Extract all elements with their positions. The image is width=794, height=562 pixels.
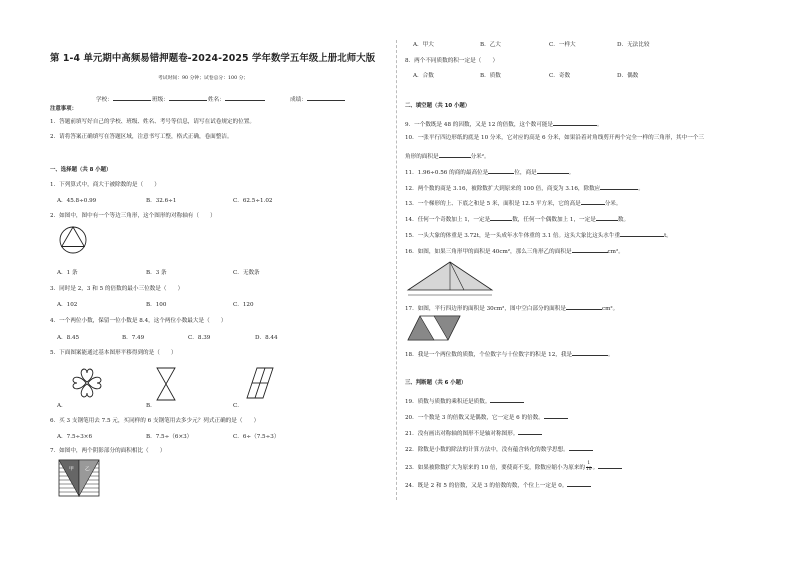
q5-option-a[interactable]: A． [57, 403, 67, 409]
q7-option-a[interactable]: A．甲大 [413, 42, 434, 48]
q15-answer-blank[interactable] [620, 230, 664, 237]
class-field[interactable]: 班级： [152, 94, 207, 104]
q10-line2: 角形的面积是 分米²。 [405, 151, 490, 161]
q11-blank-1[interactable] [488, 167, 514, 174]
q21: 21．没有画出对称轴的图形不是轴对称图形。 [405, 428, 542, 438]
notes-heading: 注意事项： [50, 106, 77, 112]
page-title: 第 1-4 单元期中高频易错押题卷-2024-2025 学年数学五年级上册北师大版 [50, 53, 376, 64]
q11: 11．1.96÷0.56 的商的最高位是 位，商是 。 [405, 167, 574, 177]
heart-flower-figure [70, 366, 104, 400]
q16-answer-blank[interactable] [572, 246, 608, 253]
q6-option-c[interactable]: C．6÷（7.5÷3） [233, 434, 280, 440]
q2-stem: 2．如图中，图中有一个等边三角形，这个图形的对称轴有（ ） [50, 213, 216, 219]
q19-answer-blank[interactable] [490, 396, 524, 403]
q5-option-c[interactable]: C． [233, 403, 243, 409]
q6-stem: 6．买 3 支钢笔用去 7.5 元，买同样的 6 支钢笔用去多少元？列式正确的是（ ） [50, 418, 260, 424]
q24: 24．既是 2 和 5 的倍数，又是 3 的倍数的数，个位上一定是 0。 [405, 480, 591, 490]
q3-option-b[interactable]: B．100 [146, 302, 167, 308]
circle-triangle-figure [58, 225, 88, 255]
q22-answer-blank[interactable] [569, 444, 593, 451]
q4-stem: 4．一个两位小数，保留一位小数是 8.4，这个两位小数最大是（ ） [50, 318, 227, 324]
parallelogram-grid-figure [245, 366, 275, 400]
q24-answer-blank[interactable] [567, 480, 591, 487]
q14: 14．任何一个奇数加上 1，一定是 数，任何一个偶数加上 1，一定是 数。 [405, 214, 629, 224]
q1-option-c[interactable]: C．62.5÷1.02 [233, 198, 273, 204]
q2-option-b[interactable]: B．3 条 [146, 270, 167, 276]
q8-option-d[interactable]: D．偶数 [617, 73, 639, 79]
q4-option-d[interactable]: D．8.44 [255, 335, 278, 341]
q3-option-c[interactable]: C．120 [233, 302, 254, 308]
q8-option-c[interactable]: C．奇数 [549, 73, 571, 79]
q8-option-b[interactable]: B．质数 [480, 73, 501, 79]
q7-option-b[interactable]: B．乙大 [480, 42, 501, 48]
q4-option-c[interactable]: C．8.39 [188, 335, 211, 341]
q17: 17．如图，平行四边形的面积是 30cm²，图中空白部分的面积是 cm²。 [405, 303, 618, 313]
shaded-area-figure [58, 458, 100, 498]
q8-stem: 8．两个不同质数的积一定是（ ） [405, 58, 499, 64]
q12: 12．两个数的商是 3.16，被除数扩大到原来的 100 倍，商变为 3.16，除数应 。 [405, 183, 644, 193]
shape-label-yi: 乙 [85, 467, 90, 472]
q12-answer-blank[interactable] [600, 183, 638, 190]
q10-answer-blank[interactable] [439, 151, 471, 158]
note-2: 2．请将答案正确填写在答题区域，注意书写工整，格式正确，卷面整洁。 [50, 134, 233, 140]
q21-answer-blank[interactable] [518, 428, 542, 435]
hourglass-figure [155, 366, 177, 402]
q22: 22．除数是小数的除法的计算方法中，没有蕴含转化的数学思想。 [405, 444, 593, 454]
q23-answer-blank[interactable] [598, 462, 622, 469]
q17-answer-blank[interactable] [566, 303, 602, 310]
triangles-figure [406, 258, 494, 298]
q13: 13．一个梯形的上、下底之和是 5 米，面积是 12.5 平方米，它的高是 分米。 [405, 198, 621, 208]
q20: 20．一个数是 3 的倍数又是偶数，它一定是 6 的倍数。 [405, 412, 568, 422]
q6-option-a[interactable]: A．7.5÷3×6 [57, 434, 93, 440]
q6-option-b[interactable]: B．7.5÷（6×3） [146, 434, 193, 440]
q7-option-c[interactable]: C．一样大 [549, 42, 576, 48]
fill-heading: 二、填空题（共 10 小题） [405, 103, 471, 109]
q14-blank-2[interactable] [596, 214, 618, 221]
q1-option-b[interactable]: B．32.6÷1 [146, 198, 177, 204]
judge-heading: 三、判断题（共 6 小题） [405, 380, 467, 386]
q13-answer-blank[interactable] [581, 198, 605, 205]
q3-stem: 3．同时是 2，3 和 5 的倍数的最小三位数是（ ） [50, 286, 184, 292]
shape-label-jia: 甲 [69, 467, 74, 472]
q19: 19．质数与质数的乘积还是质数。 [405, 396, 524, 406]
q3-option-a[interactable]: A．102 [57, 302, 78, 308]
q2-option-a[interactable]: A．1 条 [57, 270, 78, 276]
q23: 23．如果被除数扩大为原来的 10 倍，要使商不变，除数应缩小为原来的 $\frac{1}{10}$ 。 [405, 462, 622, 473]
exam-info: 考试时间：90 分钟；试卷总分：100 分； [158, 76, 249, 81]
name-field[interactable]: 姓名： [208, 94, 265, 104]
q7-option-d[interactable]: D．无法比较 [617, 42, 650, 48]
q5-option-b[interactable]: B． [146, 403, 156, 409]
q4-option-b[interactable]: B．7.49 [122, 335, 145, 341]
q7-stem: 7．如图中，两个阴影部分的面积相比（ ） [50, 448, 166, 454]
q4-option-a[interactable]: A．8.45 [57, 335, 80, 341]
q10-line1: 10．一张平行四边形纸的底是 10 分米，它对应的高是 6 分米，如果沿着对角线剪开两个完全一样的三角形，其中一个三 [405, 135, 705, 141]
column-divider [396, 40, 397, 500]
q9-answer-blank[interactable] [553, 119, 597, 126]
q1-option-a[interactable]: A．45.8÷0.99 [57, 198, 97, 204]
parallelogram-figure [406, 314, 462, 342]
school-field[interactable]: 学校： [96, 94, 151, 104]
q9: 9．一个数既是 48 的因数，又是 12 的倍数，这个数可能是 。 [405, 119, 603, 129]
q20-answer-blank[interactable] [544, 412, 568, 419]
q1-stem: 1．下列算式中，商大于被除数的是（ ） [50, 182, 160, 188]
q5-stem: 5．下面图案能通过基本图形平移得到的是（ ） [50, 350, 177, 356]
q8-option-a[interactable]: A．合数 [413, 73, 434, 79]
choice-heading: 一、选择题（共 8 小题） [50, 167, 112, 173]
fraction: $\frac{1}{10}$ [586, 461, 592, 472]
q14-blank-1[interactable] [490, 214, 512, 221]
note-1: 1．答题前填写好自己的学校、班级、姓名、考号等信息，请写在试卷规定的位置。 [50, 119, 255, 125]
q18: 18．我是一个两位数的质数，个位数字与十位数字的积是 12，我是 。 [405, 349, 614, 359]
q11-blank-2[interactable] [537, 167, 569, 174]
q18-answer-blank[interactable] [572, 349, 608, 356]
q2-option-c[interactable]: C．无数条 [233, 270, 260, 276]
q16: 16．如图，如果三角形甲的面积是 40cm²，那么三角形乙的面积是 cm²。 [405, 246, 624, 256]
q15: 15．一头大象的体重是 3.72t，是一头成年水牛体重的 3.1 倍。这头大象比这头水牛重 t。 [405, 230, 672, 240]
score-field[interactable]: 成绩： [290, 94, 345, 104]
